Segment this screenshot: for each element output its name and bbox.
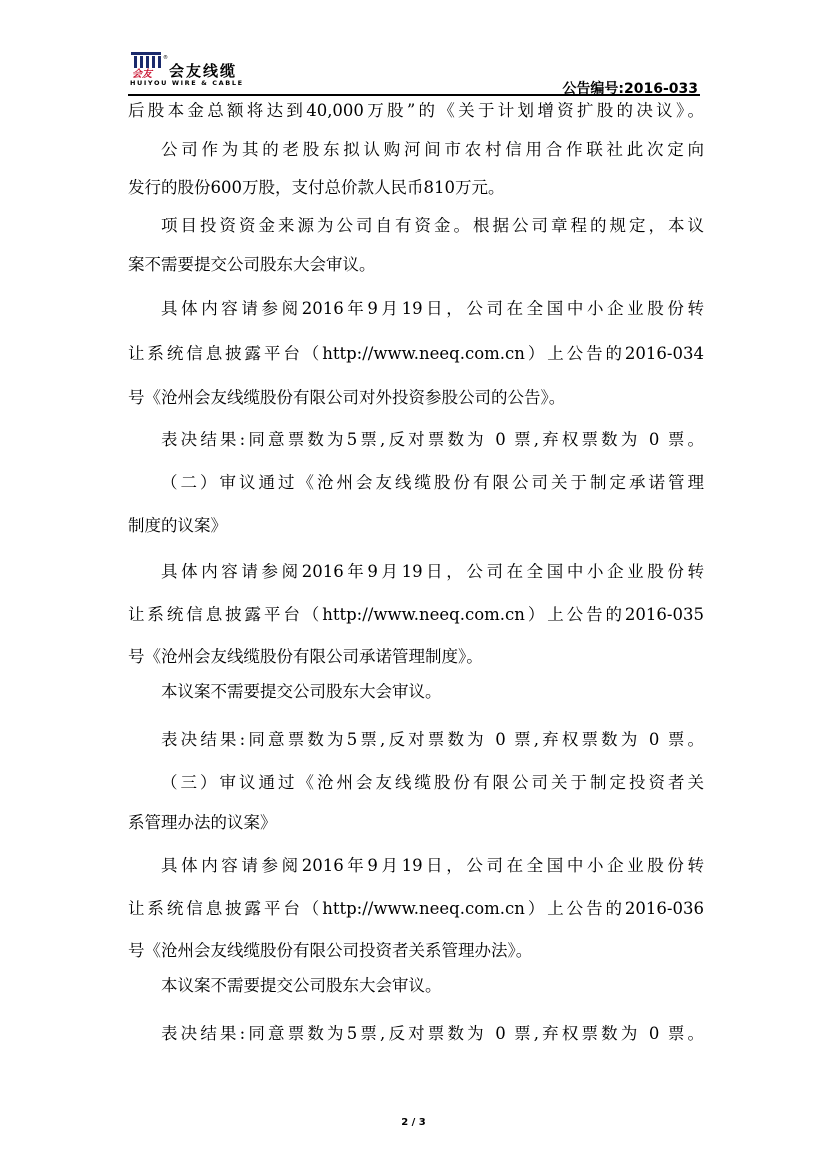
announcement-number: 公告编号:2016-033 (562, 81, 698, 97)
body-line: 本议案不需要提交公司股东大会审议。 (161, 976, 442, 995)
body-line: 具体内容请参阅2016年9月19日，公司在全国中小企业股份转 (161, 299, 704, 318)
body-line: 制度的议案》 (128, 516, 227, 535)
body-line: （二）审议通过《沧州会友线缆股份有限公司关于制定承诺管理 (161, 473, 704, 492)
svg-text:会友: 会友 (132, 69, 152, 80)
page-header (128, 50, 698, 97)
body-line: 号《沧州会友线缆股份有限公司承诺管理制度》。 (128, 647, 483, 666)
body-line: 系管理办法的议案》 (128, 813, 277, 832)
body-line: 让系统信息披露平台（http://www.neeq.com.cn）上公告的2016-034 (128, 344, 704, 363)
body-line: 表决结果:同意票数为5票,反对票数为 0 票,弃权票数为 0 票。 (161, 1024, 704, 1043)
body-line: 号《沧州会友线缆股份有限公司对外投资参股公司的公告》。 (128, 388, 566, 407)
body-line: 让系统信息披露平台（http://www.neeq.com.cn）上公告的2016-035 (128, 605, 704, 624)
body-line: 表决结果:同意票数为5票,反对票数为 0 票,弃权票数为 0 票。 (161, 730, 704, 749)
body-line: 表决结果:同意票数为5票,反对票数为 0 票,弃权票数为 0 票。 (161, 430, 704, 449)
body-line: 项目投资资金来源为公司自有资金。根据公司章程的规定，本议 (161, 216, 704, 235)
header-divider (128, 94, 700, 96)
logo-english-name: HUIYOU WIRE & CABLE (130, 79, 244, 87)
body-line: 本议案不需要提交公司股东大会审议。 (161, 682, 442, 701)
logo-chinese-name: 会友线缆 (169, 62, 238, 80)
body-line: 具体内容请参阅2016年9月19日，公司在全国中小企业股份转 (161, 562, 704, 581)
body-line: 公司作为其的老股东拟认购河间市农村信用合作联社此次定向 (161, 140, 704, 159)
company-logo (128, 50, 288, 90)
logo-mark-icon (128, 50, 168, 80)
body-line: （三）审议通过《沧州会友线缆股份有限公司关于制定投资者关 (161, 773, 704, 792)
body-line: 后股本金总额将达到40,000万股”的《关于计划增资扩股的决议》。 (128, 101, 704, 120)
body-line: 具体内容请参阅2016年9月19日，公司在全国中小企业股份转 (161, 856, 704, 875)
svg-text:®: ® (163, 55, 168, 61)
body-line: 让系统信息披露平台（http://www.neeq.com.cn）上公告的2016-036 (128, 899, 704, 918)
page-number: 2 / 3 (401, 1117, 426, 1128)
body-line: 案不需要提交公司股东大会审议。 (128, 255, 376, 274)
body-line: 号《沧州会友线缆股份有限公司投资者关系管理办法》。 (128, 941, 533, 960)
body-line: 发行的股份600万股，支付总价款人民币810万元。 (128, 178, 505, 197)
